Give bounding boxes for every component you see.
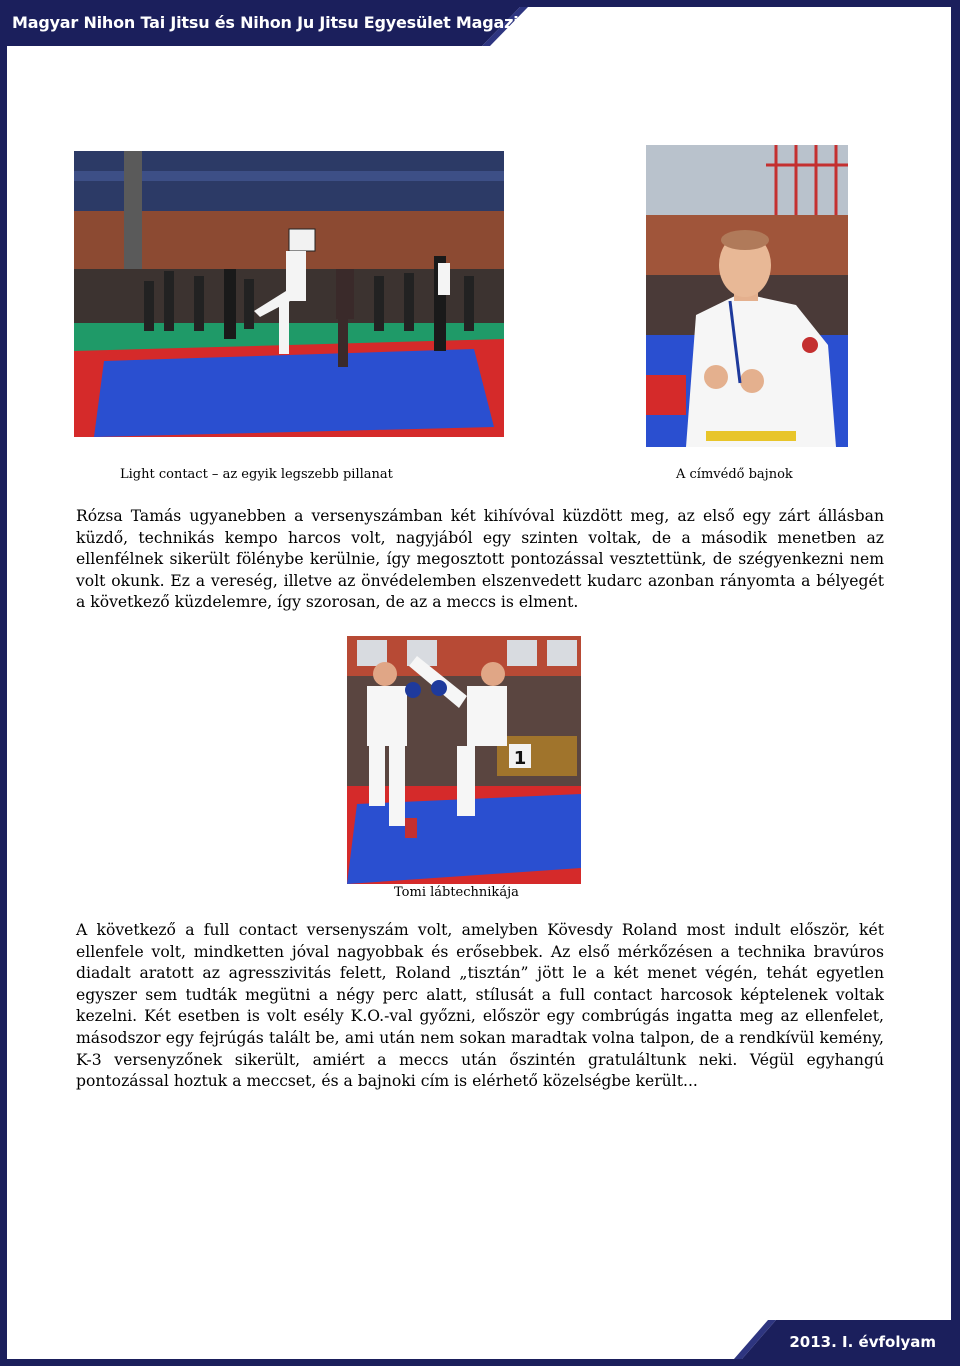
- paragraph-rozsa: Rózsa Tamás ugyanebben a versenyszámban két kihívóval küzdött meg, az első egy zárt állásban küzdő, technikás kempo harcos volt, nagyjából egy szinten voltak, de a második menetben az ellenfélnek sikerült fölénybe kerülnie, így megosztott pontozással vesztettünk, de szégyenkezni nem volt okunk. Ez a vereség, illetve az önvédelemben elszenvedett kudarc azonban rányomta a bélyegét a következő küzdelemre, így szorosan, de az a meccs is elment.: [76, 507, 884, 612]
- scoreboard-number: 1: [513, 748, 527, 769]
- edition-label: 2013. I. évfolyam: [789, 1333, 936, 1351]
- caption-champion: A címvédő bajnok: [676, 467, 793, 482]
- photo-light-contact: [74, 151, 504, 437]
- paragraph-kovesdy: A következő a full contact versenyszám volt, amelyben Kövesdy Roland most indult először, két ellenfele volt, mindketten jóval nagyobbak és erősebbek. Az első mérkőzésen a technika bravúros diadalt aratott az agresszivitás felett, Roland „tisztán” jött le a két menet végén, tehát egyetlen egyszer sem tudták megütni a négy perc alatt, stílusát a full contact harcosok képtelenek voltak kezelni. Két esetben is volt esély K.O.-val győzni, először egy combrúgás ingatta meg az ellenfelet, másodszor egy fejrúgás talált be, ami után nem sokan maradtak volna talpon, de a rendkívül kemény, K-3 versenyzőnek sikerült, amiért a meccs után őszintén gratuláltunk neki. Végül egyhangú pontozással hoztuk a meccset, és a bajnoki cím is elérhető közelségbe került...: [76, 921, 884, 1091]
- caption-kick-technique: Tomi lábtechnikája: [394, 885, 519, 900]
- caption-light-contact: Light contact – az egyik legszebb pillanat: [120, 467, 393, 482]
- photo-champion: [646, 145, 848, 447]
- photo-kick-technique: [347, 636, 581, 884]
- magazine-title: Magyar Nihon Tai Jitsu és Nihon Ju Jitsu Egyesület Magazinja: [12, 13, 546, 32]
